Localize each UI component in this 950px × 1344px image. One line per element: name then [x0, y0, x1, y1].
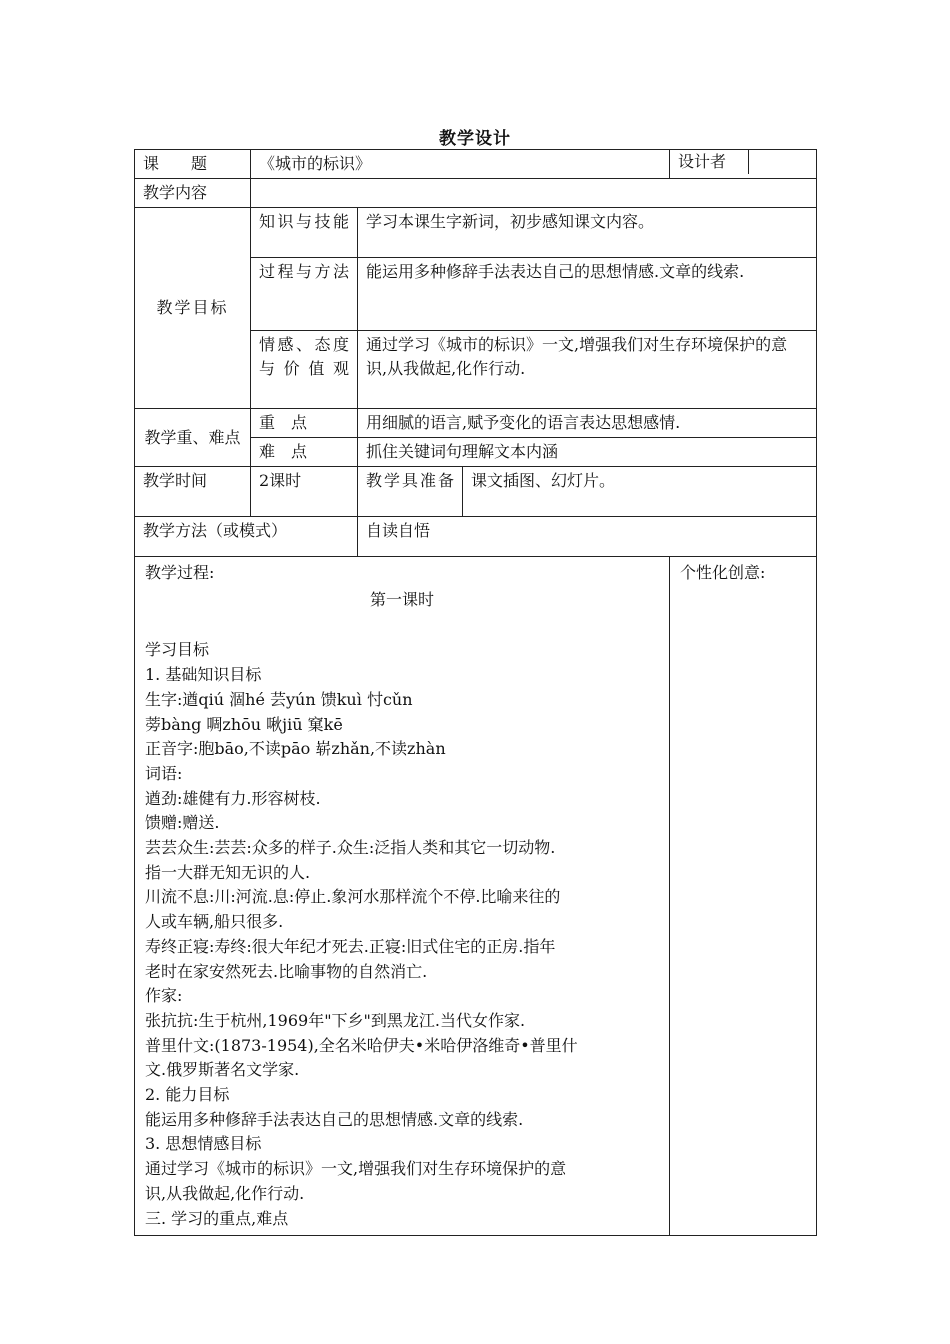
process-line: 生字:遒qiú 涸hé 芸yún 馈kuì 忖cǔn [145, 689, 413, 709]
time-value: 2课时 [251, 467, 358, 517]
creative-note-label: 个性化创意: [680, 563, 766, 582]
content-label: 教学内容 [135, 179, 251, 208]
topic-label: 课 题 [135, 150, 251, 179]
method-value: 自读自悟 [358, 517, 817, 557]
process-line: 人或车辆,船只很多. [145, 912, 284, 932]
focus-key-label: 重 点 [251, 409, 358, 438]
objective-process-label: 过程与方法 [251, 258, 358, 331]
process-line: 普里什文:(1873-1954),全名米哈伊夫•米哈伊洛维奇•普里什 [145, 1035, 578, 1055]
method-label: 教学方法（或模式） [135, 517, 358, 557]
process-line: 能运用多种修辞手法表达自己的思想情感.文章的线索. [145, 1109, 524, 1129]
process-line: 识,从我做起,化作行动. [145, 1183, 305, 1203]
process-line: 川流不息:川:河流.息:停止.象河水那样流个不停.比喻来往的 [145, 887, 561, 907]
process-line: 2. 能力目标 [145, 1085, 230, 1105]
process-cell [135, 557, 670, 1236]
lesson-title: 第一课时 [370, 589, 435, 609]
objective-attitude-label: 情感、态度与价值观 [251, 331, 358, 409]
designer-value [749, 150, 816, 174]
objective-knowledge-value: 学习本课生字新词，初步感知课文内容。 [358, 208, 817, 258]
focus-label: 教学重、难点 [135, 409, 251, 467]
process-line: 遒劲:雄健有力.形容树枝. [145, 788, 321, 808]
process-label: 教学过程: [145, 563, 215, 582]
objectives-label: 教学目标 [135, 208, 251, 409]
process-line: 正音字:胞bāo,不读pāo 崭zhǎn,不读zhàn [145, 739, 446, 759]
process-line: 文.俄罗斯著名文学家. [145, 1060, 300, 1080]
focus-difficult-value: 抓住关键词句理解文本内涵 [358, 438, 817, 467]
objective-knowledge-label: 知识与技能 [251, 208, 358, 258]
lesson-plan-table [134, 149, 817, 1236]
focus-difficult-label: 难 点 [251, 438, 358, 467]
process-line: 学习目标 [145, 640, 210, 660]
topic-value: 《城市的标识》 [251, 150, 670, 179]
process-line: 词语: [145, 763, 183, 783]
process-line: 蒡bàng 啁zhōu 啾jiū 窠kē [145, 714, 343, 734]
document-title: 教学设计 [439, 129, 511, 149]
objective-attitude-value: 通过学习《城市的标识》一文,增强我们对生存环境保护的意识,从我做起,化作行动. [358, 331, 817, 409]
process-line: 通过学习《城市的标识》一文,增强我们对生存环境保护的意 [145, 1159, 567, 1179]
process-line: 芸芸众生:芸芸:众多的样子.众生:泛指人类和其它一切动物. [145, 838, 556, 858]
process-line: 1. 基础知识目标 [145, 665, 262, 685]
designer-label: 设计者 [670, 150, 749, 174]
process-line: 指一大群无知无识的人. [145, 862, 311, 882]
creative-note-cell [670, 557, 817, 1236]
content-value [251, 179, 817, 208]
tools-label: 教学具准备 [358, 467, 463, 517]
process-line: 3. 思想情感目标 [145, 1134, 262, 1154]
process-line: 作家: [145, 986, 183, 1006]
process-line: 三. 学习的重点,难点 [145, 1208, 289, 1228]
focus-key-value: 用细腻的语言,赋予变化的语言表达思想感情. [358, 409, 817, 438]
process-line: 老时在家安然死去.比喻事物的自然消亡. [145, 961, 428, 981]
process-line: 馈赠:赠送. [145, 813, 220, 833]
tools-value: 课文插图、幻灯片。 [463, 467, 817, 517]
objective-process-value: 能运用多种修辞手法表达自己的思想情感.文章的线索. [358, 258, 817, 331]
process-line: 张抗抗:生于杭州,1969年"下乡"到黑龙江.当代女作家. [145, 1010, 526, 1030]
time-label: 教学时间 [135, 467, 251, 517]
process-line: 寿终正寝:寿终:很大年纪才死去.正寝:旧式住宅的正房.指年 [145, 936, 556, 956]
